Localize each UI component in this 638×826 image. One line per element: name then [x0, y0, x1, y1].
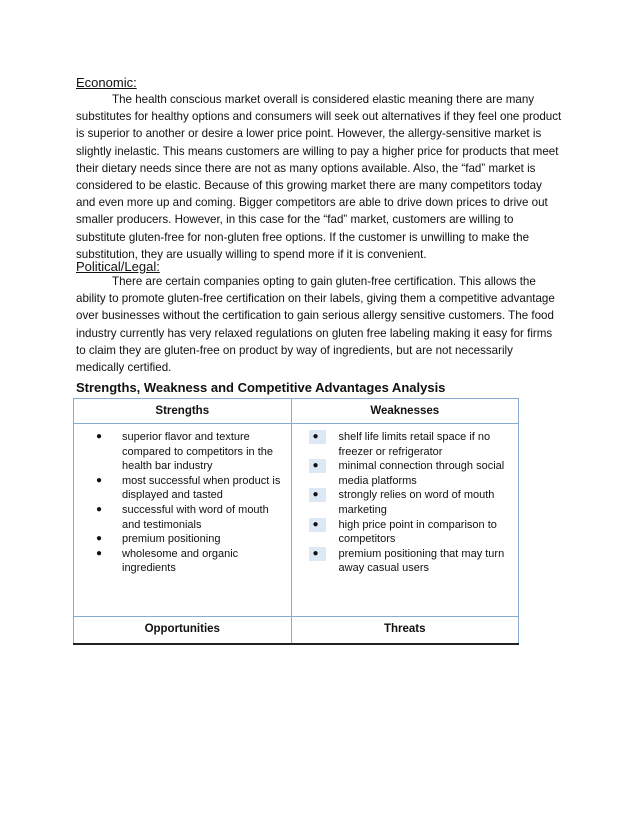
bullet-icon: ● [313, 547, 319, 562]
bullet-icon: ● [313, 459, 319, 474]
strengths-header: Strengths [74, 399, 292, 424]
threats-header: Threats [291, 617, 518, 645]
weaknesses-header: Weaknesses [291, 399, 518, 424]
bullet-icon: ● [96, 547, 103, 559]
economic-heading: Economic: [76, 75, 137, 90]
weaknesses-list [292, 424, 518, 576]
political-body: There are certain companies opting to gain gluten-free certification. This allows the ability to promote gluten-free certification on their labels, giving them a competitive advantage over businesses without the certification to gain serious allergy sensitive customers. The food industry currently has very relaxed regulations on gluten free labeling making it easy for firms to claim they are gluten-free on product by way of ingredients, but are not necessarily medically certified. [76, 275, 555, 375]
political-paragraph [76, 273, 564, 376]
swot-table [73, 398, 519, 645]
list-item: ● wholesome and organic ingredients [96, 547, 239, 575]
list-item: ● high price point in comparison to competitors [312, 518, 497, 546]
bullet-icon: ● [96, 474, 103, 486]
analysis-title: Strengths, Weakness and Competitive Advantages Analysis [76, 380, 446, 395]
economic-paragraph [76, 91, 564, 263]
list-item: ● superior flavor and texture compared to competitors in the health bar industry [96, 431, 274, 473]
bullet-icon: ● [313, 518, 319, 533]
opportunities-header: Opportunities [74, 617, 292, 645]
list-item: ● most successful when product is displayed and tasted [96, 474, 281, 502]
economic-body: The health conscious market overall is considered elastic meaning there are many substitutes for healthy options and consumers will seek out alternatives if they feel one product is superior to another or desire a lower price point. However, the allergy-sensitive market is slightly inelastic. This means customers are willing to pay a higher price for products that meet their dietary needs since there are not as many options available. Also, the “fad” market is considered to be elastic. Because of this growing market there are many competitors today and even more up and coming. Bigger competitors are able to drive down prices to drive out smaller producers. However, in this case for the “fad” market, customers are willing to substitute gluten-free for non-gluten free options. If the customer is unwilling to make the substitution, they are usually willing to spend more if it is convenient. [76, 93, 562, 261]
list-item: ● minimal connection through social media platforms [312, 460, 505, 487]
list-item: ● strongly relies on word of mouth marketing [312, 489, 495, 516]
list-item: ● shelf life limits retail space if no freezer or refrigerator [312, 431, 491, 458]
list-item: ● premium positioning that may turn away casual users [312, 547, 505, 575]
bullet-icon: ● [313, 488, 319, 503]
strengths-list [74, 424, 291, 576]
bullet-icon: ● [96, 431, 103, 442]
weaknesses-cell [291, 424, 518, 617]
bullet-icon: ● [96, 503, 103, 515]
strengths-cell [74, 424, 292, 617]
bullet-icon: ● [313, 430, 319, 445]
list-item: ● successful with word of mouth and testimonials [96, 503, 269, 531]
bullet-icon: ● [96, 533, 103, 545]
list-item: ● premium positioning [96, 533, 221, 546]
political-heading: Political/Legal: [76, 259, 160, 274]
